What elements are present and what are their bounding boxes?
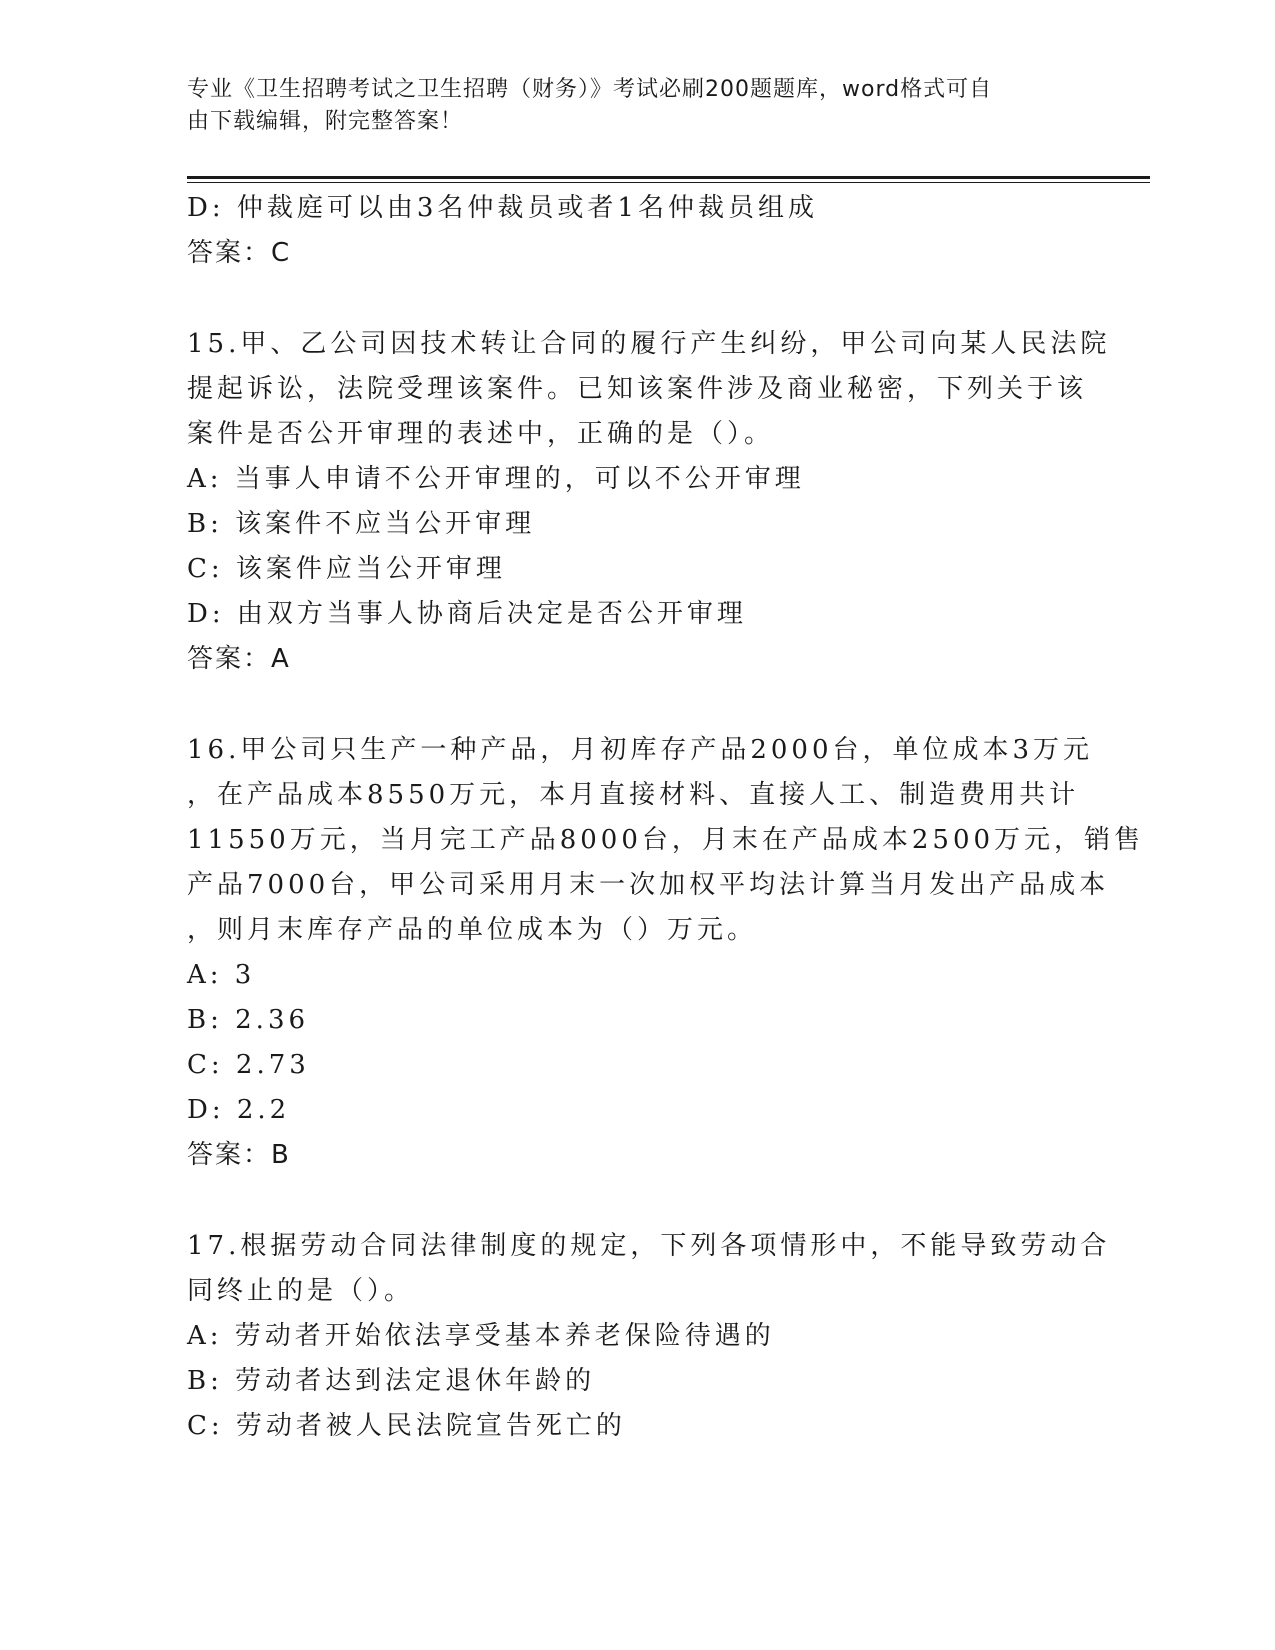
document-header (187, 74, 1067, 138)
question-16-stem-line-3: 11550万元，当月完工产品8000台，月末在产品成本2500万元，销售 (187, 825, 1145, 855)
question-16-option-c: C: 2.73 (187, 1050, 310, 1080)
question-16 (187, 728, 1145, 1178)
question-content (187, 186, 1145, 1449)
question-16-stem-line-4: 产品7000台，甲公司采用月末一次加权平均法计算当月发出产品成本 (187, 870, 1110, 900)
question-16-option-d: D: 2.2 (187, 1095, 291, 1125)
spacer (187, 682, 1087, 728)
header-divider-thin (187, 182, 1150, 183)
question-17-option-c: C: 劳动者被人民法院宣告死亡的 (187, 1411, 626, 1441)
question-16-option-a: A: 3 (187, 960, 256, 990)
question-15-answer: 答案：A (187, 644, 291, 674)
prev-option-d: D: 仲裁庭可以由3名仲裁员或者1名仲裁员组成 (187, 193, 818, 223)
question-16-stem-line-5: ，则月末库存产品的单位成本为（）万元。 (187, 915, 758, 945)
header-divider-thick (187, 176, 1150, 179)
spacer (187, 276, 1087, 322)
question-16-option-b: B: 2.36 (187, 1005, 310, 1035)
question-15-stem-line-2: 提起诉讼，法院受理该案件。已知该案件涉及商业秘密，下列关于该 (187, 374, 1088, 404)
question-15-option-a: A: 当事人申请不公开审理的，可以不公开审理 (187, 464, 805, 494)
question-17 (187, 1224, 1111, 1449)
question-15-stem-line-1: 15.甲、乙公司因技术转让合同的履行产生纠纷，甲公司向某人民法院 (187, 329, 1111, 359)
question-15-option-c: C: 该案件应当公开审理 (187, 554, 506, 584)
header-line-1: 专业《卫生招聘考试之卫生招聘（财务）》考试必刷200题题库，word格式可自 (187, 77, 993, 102)
question-16-stem-line-2: ，在产品成本8550万元，本月直接材料、直接人工、制造费用共计 (187, 780, 1080, 810)
question-16-stem-line-1: 16.甲公司只生产一种产品，月初库存产品2000台，单位成本3万元 (187, 735, 1094, 765)
question-15-stem-line-3: 案件是否公开审理的表述中，正确的是（）。 (187, 419, 775, 449)
header-line-2: 由下载编辑，附完整答案！ (187, 109, 464, 134)
prev-answer: 答案：C (187, 238, 292, 268)
question-16-answer: 答案：B (187, 1140, 291, 1170)
question-15-option-d: D: 由双方当事人协商后决定是否公开审理 (187, 599, 747, 629)
question-15-option-b: B: 该案件不应当公开审理 (187, 509, 536, 539)
question-15 (187, 322, 1111, 682)
question-17-option-a: A: 劳动者开始依法享受基本养老保险待遇的 (187, 1321, 775, 1351)
question-17-stem-line-2: 同终止的是（）。 (187, 1276, 415, 1306)
question-17-option-b: B: 劳动者达到法定退休年龄的 (187, 1366, 596, 1396)
question-17-stem-line-1: 17.根据劳动合同法律制度的规定，下列各项情形中，不能导致劳动合 (187, 1231, 1111, 1261)
spacer (187, 1178, 1087, 1224)
